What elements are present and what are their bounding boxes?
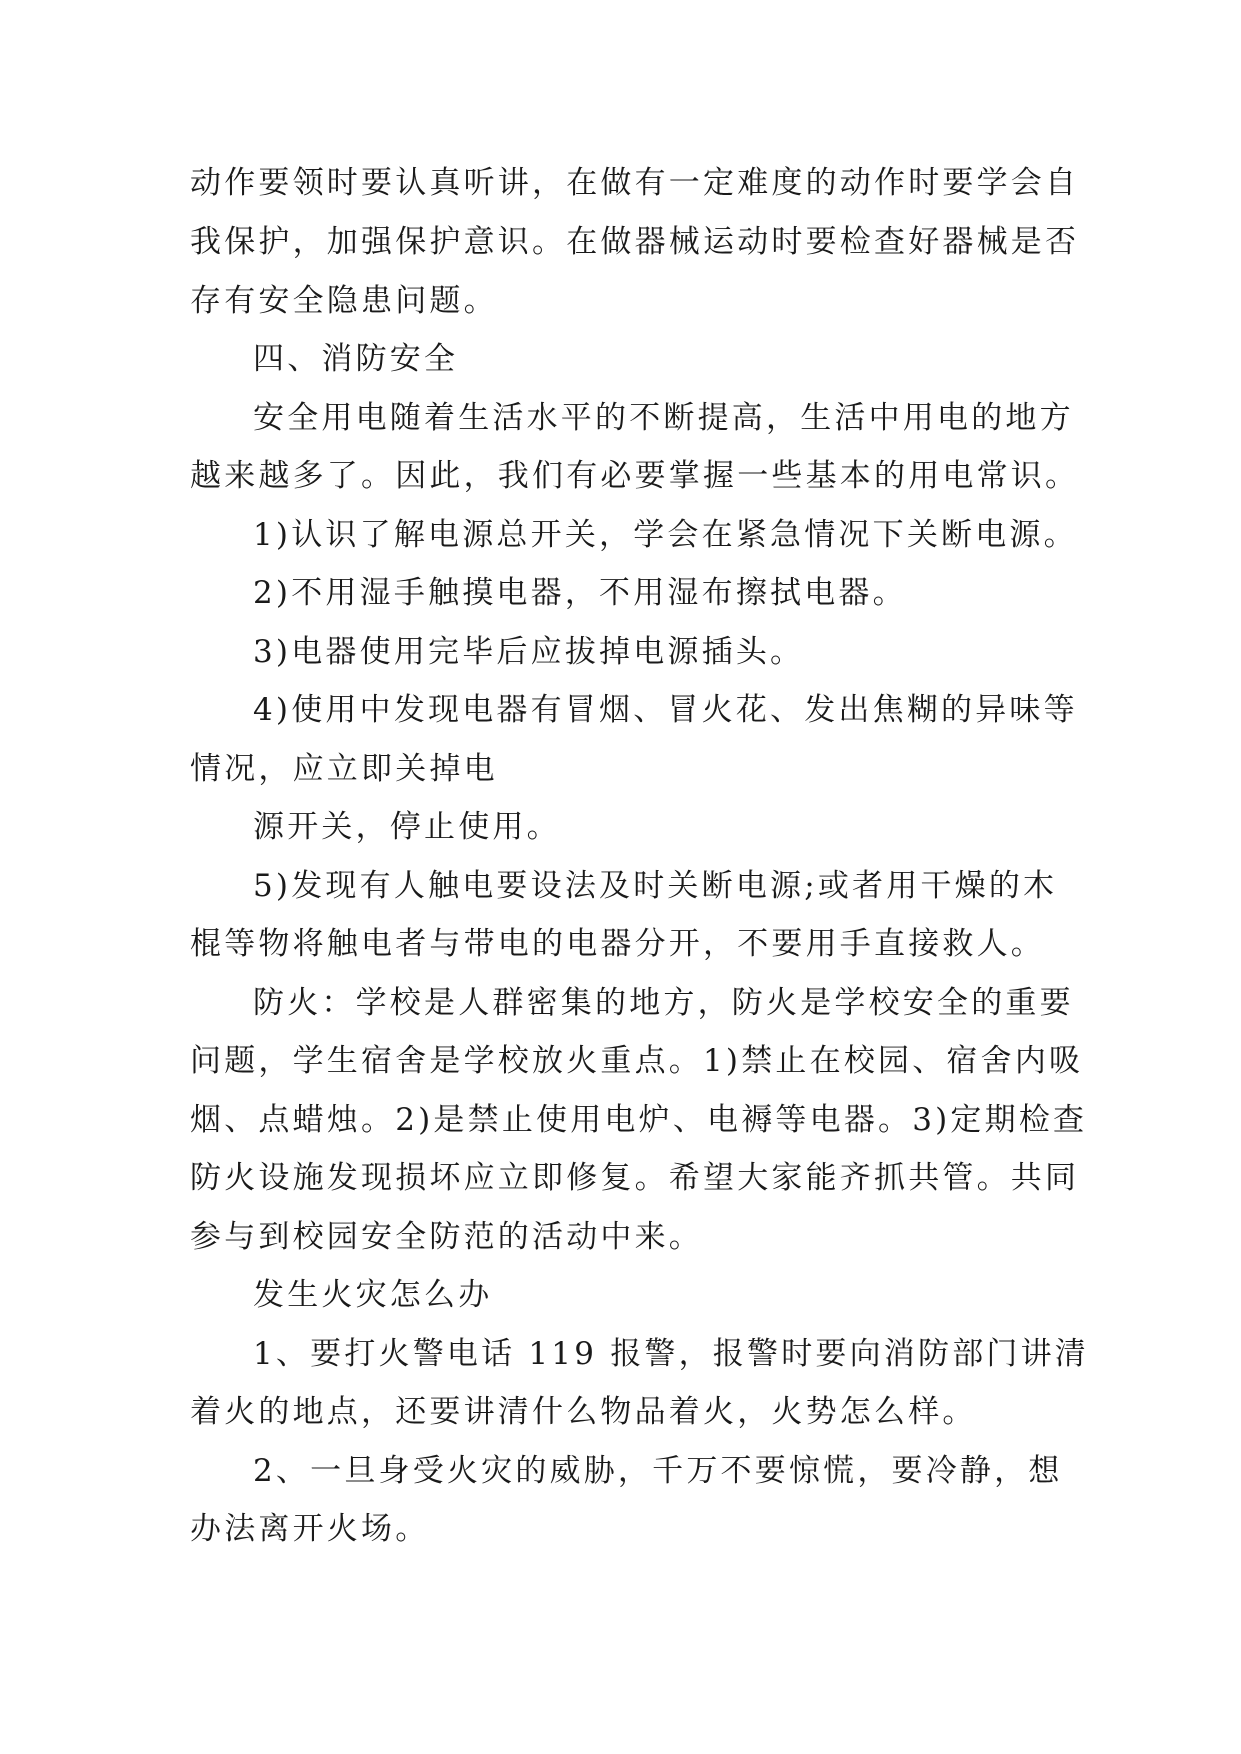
text-line-12: 源开关，停止使用。 [253,809,561,845]
text-line-1: 动作要领时要认真听讲，在做有一定难度的动作时要学会自 [190,165,1080,201]
text-line-15: 防火：学校是人群密集的地方，防火是学校安全的重要 [253,985,1074,1021]
text-line-18: 防火设施发现损坏应立即修复。希望大家能齐抓共管。共同 [190,1160,1080,1196]
text-line-17: 烟、点蜡烛。2)是禁止使用电炉、电褥等电器。3)定期检查 [190,1102,1088,1138]
text-line-23: 2、一旦身受火灾的威胁，千万不要惊慌，要冷静，想 [253,1453,1063,1489]
list-item-2: 2)不用湿手触摸电器，不用湿布擦拭电器。 [253,575,907,611]
text-line-16: 问题，学生宿舍是学校放火重点。1)禁止在校园、宿舍内吸 [190,1043,1084,1079]
text-line-22: 着火的地点，还要讲清什么物品着火，火势怎么样。 [190,1394,977,1430]
text-line-5: 安全用电随着生活水平的不断提高，生活中用电的地方 [253,400,1074,436]
list-item-1: 1)认识了解电源总开关，学会在紧急情况下关断电源。 [253,517,1078,553]
text-line-3: 存有安全隐患问题。 [190,283,498,319]
text-line-6: 越来越多了。因此，我们有必要掌握一些基本的用电常识。 [190,458,1080,494]
text-line-2: 我保护，加强保护意识。在做器械运动时要检查好器械是否 [190,224,1080,260]
text-line-11: 情况，应立即关掉电 [190,751,498,787]
list-item-5: 5)发现有人触电要设法及时关断电源;或者用干燥的木 [253,868,1058,904]
text-line-19: 参与到校园安全防范的活动中来。 [190,1219,703,1255]
text-line-21: 1、要打火警电话 119 报警，报警时要向消防部门讲清 [253,1336,1089,1372]
section-heading-fire-response: 发生火灾怎么办 [253,1277,493,1313]
section-heading-fire-safety: 四、消防安全 [253,341,459,377]
text-line-14: 棍等物将触电者与带电的电器分开，不要用手直接救人。 [190,926,1045,962]
text-line-24: 办法离开火场。 [190,1511,430,1547]
list-item-4: 4)使用中发现电器有冒烟、冒火花、发出焦糊的异味等 [253,692,1078,728]
list-item-3: 3)电器使用完毕后应拔掉电源插头。 [253,634,805,670]
